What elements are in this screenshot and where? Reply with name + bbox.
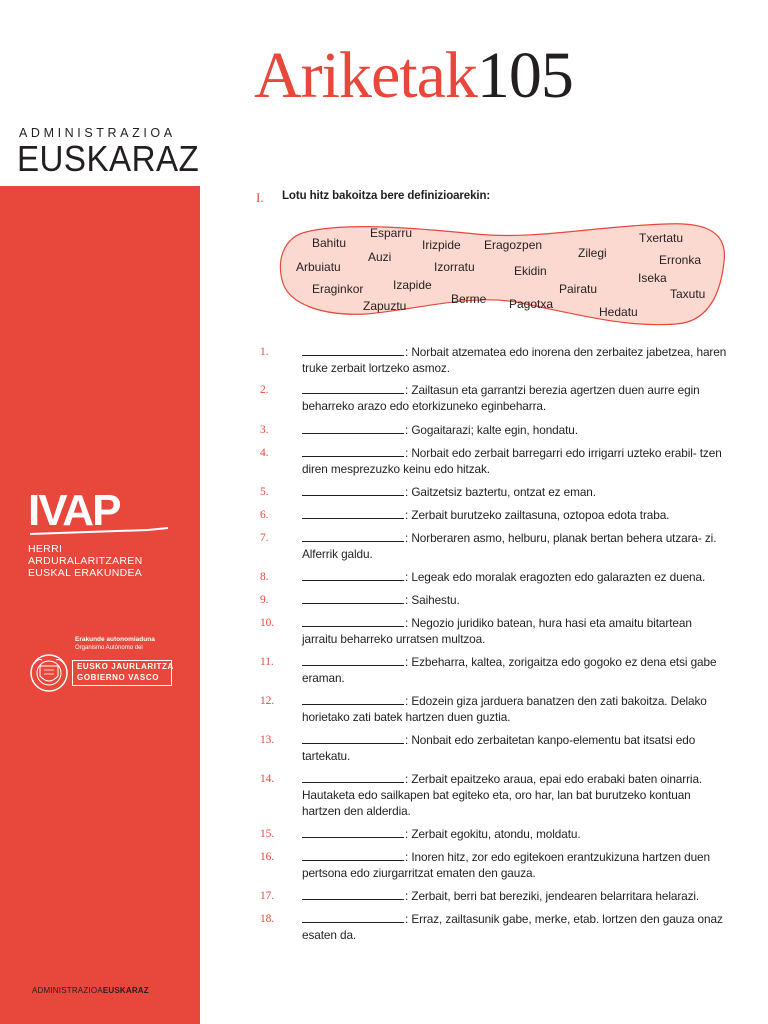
answer-blank[interactable] bbox=[302, 530, 404, 542]
word-chip: Berme bbox=[451, 292, 487, 306]
definition-item bbox=[260, 344, 730, 376]
definition-body bbox=[302, 888, 730, 904]
answer-blank[interactable] bbox=[302, 826, 404, 838]
title-word: Ariketak bbox=[254, 39, 477, 112]
definition-body bbox=[302, 849, 730, 881]
definition-item bbox=[260, 771, 730, 819]
word-chip: Ekidin bbox=[514, 264, 547, 278]
definition-text: : Zerbait egokitu, atondu, moldatu. bbox=[405, 827, 581, 841]
definition-text: : Norberaren asmo, helburu, planak bertan behera utzara- zi. Alferrik galdu. bbox=[302, 531, 717, 561]
definition-text: : Norbait edo zerbait barregarri edo irrigarri uzteko erabil- tzen diren mesprezuzko keinu edo hitzak. bbox=[302, 446, 722, 476]
answer-blank[interactable] bbox=[302, 615, 404, 627]
definition-number: 11. bbox=[260, 656, 274, 668]
definition-text: : Inoren hitz, zor edo egitekoen erantzukizuna hartzen duen pertsona edo ziurgarritzat ematen den gauza. bbox=[302, 850, 710, 880]
exercise-instruction: Lotu hitz bakoitza bere definizioarekin: bbox=[282, 190, 491, 202]
answer-blank[interactable] bbox=[302, 344, 404, 356]
footer-bold: EUSKARAZ bbox=[102, 986, 149, 995]
coat-of-arms-icon bbox=[28, 650, 70, 696]
definition-number: 17. bbox=[260, 890, 275, 902]
definition-number: 15. bbox=[260, 828, 275, 840]
ivap-line-1: HERRI ARDURALARITZAREN bbox=[28, 543, 143, 567]
page-title bbox=[254, 38, 573, 114]
word-chip: Bahitu bbox=[312, 236, 347, 250]
definition-item bbox=[260, 569, 730, 585]
answer-blank[interactable] bbox=[302, 445, 404, 457]
definition-item bbox=[260, 382, 730, 414]
definition-number: 14. bbox=[260, 773, 275, 785]
ivap-wordmark-icon bbox=[28, 492, 178, 536]
title-number: 105 bbox=[476, 39, 573, 112]
definition-number: 1. bbox=[260, 346, 269, 358]
answer-blank[interactable] bbox=[302, 382, 404, 394]
government-line-1: EUSKO JAURLARITZA bbox=[77, 662, 174, 671]
answer-blank[interactable] bbox=[302, 693, 404, 705]
definition-item bbox=[260, 507, 730, 523]
answer-blank[interactable] bbox=[302, 911, 404, 923]
answer-blank[interactable] bbox=[302, 592, 404, 604]
word-cloud bbox=[276, 218, 730, 332]
footer-plain: ADMINISTRAZIOA bbox=[32, 986, 103, 995]
sidebar-band bbox=[0, 186, 200, 1024]
ivap-logo bbox=[28, 492, 178, 579]
definition-body bbox=[302, 484, 730, 500]
word-chip: Iseka bbox=[638, 271, 667, 285]
definition-number: 13. bbox=[260, 734, 275, 746]
definition-text: : Norbait atzematea edo inorena den zerbaitez jabetzea, haren truke zerbait lortzeko asmoz. bbox=[302, 345, 727, 375]
answer-blank[interactable] bbox=[302, 888, 404, 900]
definition-item bbox=[260, 484, 730, 500]
definition-item bbox=[260, 826, 730, 842]
answer-blank[interactable] bbox=[302, 484, 404, 496]
autonomo-line-2: Organismo Autónomo del bbox=[75, 645, 143, 651]
definition-number: 3. bbox=[260, 424, 269, 436]
definition-item bbox=[260, 445, 730, 477]
answer-blank[interactable] bbox=[302, 654, 404, 666]
word-chip: Esparru bbox=[370, 226, 413, 240]
definition-number: 4. bbox=[260, 447, 269, 459]
word-chip: Eragozpen bbox=[484, 238, 543, 252]
definition-item bbox=[260, 911, 730, 943]
definition-item bbox=[260, 615, 730, 647]
definition-text: : Zailtasun eta garrantzi berezia agertzen duen aurre egin beharreko arazo edo etorkizuneko eginbeharra. bbox=[302, 383, 700, 413]
definition-body bbox=[302, 771, 730, 819]
ivap-wordmark-text: IVAP bbox=[28, 492, 120, 535]
word-chip: Zilegi bbox=[578, 246, 607, 260]
definition-body bbox=[302, 569, 730, 585]
definition-text: : Ezbeharra, kaltea, zorigaitza edo gogoko ez dena etsi gabe eraman. bbox=[302, 655, 717, 685]
footer-label bbox=[32, 985, 163, 995]
footer-number: 105 bbox=[148, 985, 163, 995]
word-chip: Irizpide bbox=[422, 238, 461, 252]
definition-body bbox=[302, 382, 730, 414]
definition-body bbox=[302, 507, 730, 523]
definition-text: : Zerbait burutzeko zailtasuna, oztopoa edota traba. bbox=[405, 508, 670, 522]
definition-body bbox=[302, 654, 730, 686]
definition-item bbox=[260, 732, 730, 764]
definition-body bbox=[302, 422, 730, 438]
exercise-number: I. bbox=[256, 190, 264, 205]
word-chip: Erronka bbox=[659, 253, 702, 267]
word-chip: Eraginkor bbox=[312, 282, 364, 296]
answer-blank[interactable] bbox=[302, 569, 404, 581]
definition-text: : Nonbait edo zerbaitetan kanpo-elementu bat itsatsi edo tartekatu. bbox=[302, 733, 696, 763]
word-chip: Izorratu bbox=[434, 260, 475, 274]
definition-number: 9. bbox=[260, 594, 269, 606]
answer-blank[interactable] bbox=[302, 422, 404, 434]
word-chip: Pagotxa bbox=[509, 297, 554, 311]
definition-text: : Erraz, zailtasunik gabe, merke, etab. lortzen den gauza onaz esaten da. bbox=[302, 912, 723, 942]
definition-number: 10. bbox=[260, 617, 275, 629]
brand-big-text: EUSKARAZ bbox=[17, 138, 200, 179]
definition-body bbox=[302, 826, 730, 842]
definition-number: 16. bbox=[260, 851, 275, 863]
government-line-2: GOBIERNO VASCO bbox=[77, 673, 160, 682]
definition-item bbox=[260, 530, 730, 562]
word-chip: Auzi bbox=[368, 250, 392, 264]
definition-item bbox=[260, 422, 730, 438]
government-logo bbox=[28, 650, 178, 698]
definition-body bbox=[302, 445, 730, 477]
definition-number: 18. bbox=[260, 913, 275, 925]
definition-number: 7. bbox=[260, 532, 269, 544]
definition-text: : Negozio juridiko batean, hura hasi eta amaitu bitartean jarraitu beharreko urratsen multzoa. bbox=[302, 616, 692, 646]
definition-text: : Edozein giza jarduera banatzen den zati bakoitza. Delako horietako zati batek hartzen duen guztia. bbox=[302, 694, 707, 724]
definition-body bbox=[302, 344, 730, 376]
autonomo-line-1: Erakunde autonomiaduna bbox=[75, 636, 155, 643]
definition-text: : Saihestu. bbox=[405, 593, 460, 607]
definition-text: : Gaitzetsiz baztertu, ontzat ez eman. bbox=[405, 485, 596, 499]
government-name-box bbox=[72, 660, 172, 686]
definition-text: : Zerbait, berri bat bereziki, jendearen belarritara helarazi. bbox=[405, 889, 700, 903]
definition-body bbox=[302, 911, 730, 943]
definition-item bbox=[260, 888, 730, 904]
definition-item bbox=[260, 592, 730, 608]
definition-text: : Gogaitarazi; kalte egin, hondatu. bbox=[405, 423, 578, 437]
definition-body bbox=[302, 693, 730, 725]
ivap-line-2: EUSKAL ERAKUNDEA bbox=[28, 567, 143, 579]
answer-blank[interactable] bbox=[302, 732, 404, 744]
word-chip: Izapide bbox=[393, 278, 432, 292]
definition-text: : Legeak edo moralak eragozten edo galarazten ez duena. bbox=[405, 570, 706, 584]
word-chip: Zapuztu bbox=[363, 299, 407, 313]
definition-item bbox=[260, 849, 730, 881]
definition-body bbox=[302, 615, 730, 647]
definition-text: : Zerbait epaitzeko araua, epai edo erabaki baten oinarria. Hautaketa edo sailkapen bat egiteko eta, oro har, lan bat burutzeko kontuan hartzen den alderdia. bbox=[302, 772, 703, 818]
answer-blank[interactable] bbox=[302, 507, 404, 519]
definition-body bbox=[302, 732, 730, 764]
answer-blank[interactable] bbox=[302, 849, 404, 861]
answer-blank[interactable] bbox=[302, 771, 404, 783]
word-chip: Taxutu bbox=[670, 287, 706, 301]
definition-number: 12. bbox=[260, 695, 275, 707]
definition-item bbox=[260, 693, 730, 725]
word-chip: Txertatu bbox=[639, 231, 684, 245]
definition-number: 8. bbox=[260, 571, 269, 583]
definition-number: 5. bbox=[260, 486, 269, 498]
definition-number: 6. bbox=[260, 509, 269, 521]
definition-body bbox=[302, 592, 730, 608]
definition-item bbox=[260, 654, 730, 686]
word-chip: Arbuiatu bbox=[296, 260, 341, 274]
word-chip: Pairatu bbox=[559, 282, 598, 296]
definition-number: 2. bbox=[260, 384, 269, 396]
brand-small-text: ADMINISTRAZIOA bbox=[19, 126, 176, 140]
word-chip: Hedatu bbox=[599, 305, 638, 319]
definition-body bbox=[302, 530, 730, 562]
